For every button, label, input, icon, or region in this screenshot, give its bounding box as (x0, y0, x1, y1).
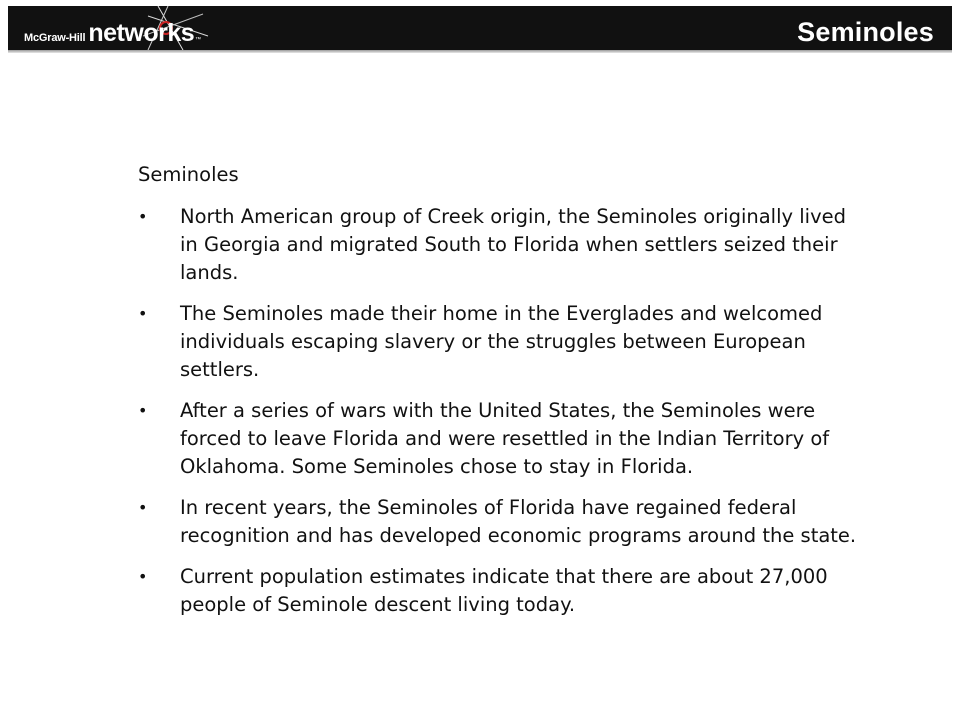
bullet-text: The Seminoles made their home in the Everglades and welcomed individuals escaping slavery or the struggles between European settlers. (180, 302, 823, 381)
brand-wordmark: networks (88, 19, 195, 47)
bullet-icon: • (138, 207, 148, 226)
bullet-text: In recent years, the Seminoles of Florida have regained federal recognition and has developed economic programs around the state. (180, 496, 857, 547)
bullet-item (138, 563, 858, 619)
bullet-icon: • (138, 498, 148, 517)
bullet-item (138, 203, 858, 287)
bullet-text: North American group of Creek origin, the Seminoles originally lived in Georgia and migrated South to Florida when settlers seized their lands. (180, 205, 847, 284)
bullet-item (138, 397, 858, 481)
header-bar (8, 6, 952, 50)
bullet-item (138, 494, 858, 550)
brand-logo (24, 19, 201, 49)
slide-title: Seminoles (797, 17, 934, 47)
bullet-text: Current population estimates indicate that there are about 27,000 people of Seminole descent living today. (180, 565, 828, 616)
slide-content (138, 161, 858, 632)
trademark-symbol: ™ (195, 37, 202, 43)
header-divider (8, 50, 952, 53)
bullet-icon: • (138, 401, 148, 420)
content-heading: Seminoles (138, 163, 239, 186)
bullet-icon: • (138, 567, 148, 586)
bullet-list (138, 203, 858, 619)
bullet-item (138, 300, 858, 384)
bullet-icon: • (138, 304, 148, 323)
publisher-name: McGraw-Hill (24, 32, 86, 44)
bullet-text: After a series of wars with the United States, the Seminoles were forced to leave Florida and were resettled in the Indian Territory of Oklahoma. Some Seminoles chose to stay in Florida. (180, 399, 830, 478)
